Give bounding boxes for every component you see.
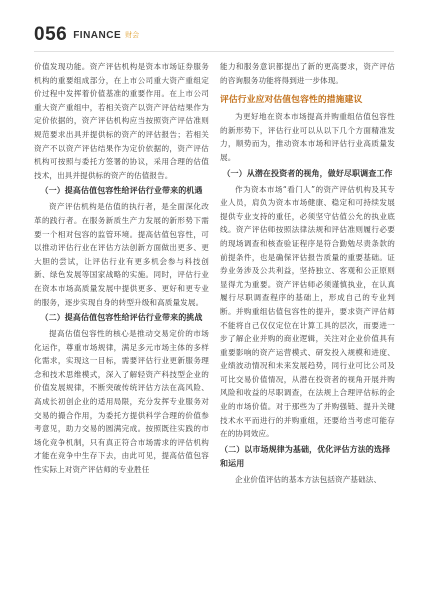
section-title: 评估行业应对估值包容性的措施建议 [220, 95, 363, 106]
page-header [34, 24, 139, 46]
subheading: （二）提高估值包容性给评估行业带来的挑战 [40, 313, 203, 323]
paragraph: 价值发现功能。资产评估机构是资本市场证券服务机构的重要组成部分，在上市公司重大资产重组定价过程中发挥着价值基准的重要作用。在上市公司重大资产重组中，若相关资产以资产评估结果作为定价依据的，资产评估机构应当按照资产评估准则规范要求出具并提供标的资产的评估报告；若相关资产不以资产评估结果作为定价依据的，资产评估机构可按照与委托方签署的协议，采用合理的估值技术，出具并提供标的资产的估值报告。 [34, 62, 209, 180]
subheading: （二）以市场规律为基础，优化评估方法的选择和运用 [220, 444, 391, 468]
paragraph: 为更好地在资本市场提高并购重组估值包容性的新形势下，评估行业可以从以下几个方面精准发力，顺势而为，推动资本市场和评估行业高质量发展。 [220, 112, 395, 162]
paragraph: 企业价值评估的基本方法包括资产基础法、 [235, 474, 382, 484]
subheading: （一）从潜在投资者的视角，做好尽职调查工作 [222, 168, 393, 178]
section-sub-label: 财会 [125, 31, 140, 39]
left-column [34, 60, 209, 477]
right-column [220, 60, 395, 486]
paragraph: 提高估值包容性的核心是推动交易定价的市场化运作，尊重市场规律，满足多元市场主体的多样化需求，实现这一目标，需要评估行业更新服务理念和技术思维模式，深入了解轻资产科技型企业的价值发展规律，不断突破传统评估方法在高风险、高成长初创企业的适用局限，充分发挥专业服务对交易的撮合作用，为委托方提供科学合理的价值参考意见，助力交易的圆满完成。按照既往实践的市场化竞争机制，只有真正符合市场需求的评估机构才能在竞争中生存下去，由此可见，提高估值包容性实际上对资产评估师的专业胜任 [34, 329, 209, 475]
section-label: FINANCE [73, 29, 122, 41]
subheading: （一）提高估值包容性给评估行业带来的机遇 [40, 186, 203, 196]
header-divider [34, 51, 394, 52]
paragraph: 能力和服务意识都提出了新的更高要求，资产评估的咨询服务功能将得到进一步体现。 [220, 62, 395, 85]
paragraph: 资产评估机构是估值的执行者，是全面深化改革的践行者。在服务新质生产力发展的新形势下需要一个相对包容的监管环境。提高估值包容性，可以推动评估行业在评估方法创新方面做出更多、更大胆的尝试，让评估行业有更多机会参与科技创新、绿色发展等国家战略的实施。同时，评估行业在资本市场高质量发展中提供更多、更好和更专业的服务，逐步实现自身的转型升级和高质量发展。 [34, 202, 209, 307]
paragraph: 作为资本市场“看门人”的资产评估机构及其专业人员，肩负为资本市场健康、稳定和可持续发展提供专业支持的重任，必须坚守估值公允的执业底线。资产评估师按照法律法规和评估准则履行必要的现场调查和核查验证程序是符合勤勉尽责条款的前提条件，也是确保评估报告质量的重要基础。证券业务涉及公共利益，坚持独立、客观和公正原则显得尤为重要。资产评估师必须谨慎执业，在认真履行尽职调查程序的基础上，形成自己的专业判断。并购重组估值包容性的提升，要求资产评估师不能将自己仅仅定位在计算工具的层次，而要进一步了解企业并购的商业逻辑，关注对企业价值具有重要影响的资产运营模式、研发投入规模和进度、业绩波动情况和未来发展趋势，同行业可比公司及可比交易价值情况，从潜在投资者的视角开展并购风险和收益的尽职调查，在法规上合理评估标的企业的市场价值。对于那些为了并购强链、提升关键技术水平而进行的并购重组，还要给当考虑可能存在的协同效应。 [220, 184, 395, 439]
page-number: 056 [34, 24, 68, 45]
